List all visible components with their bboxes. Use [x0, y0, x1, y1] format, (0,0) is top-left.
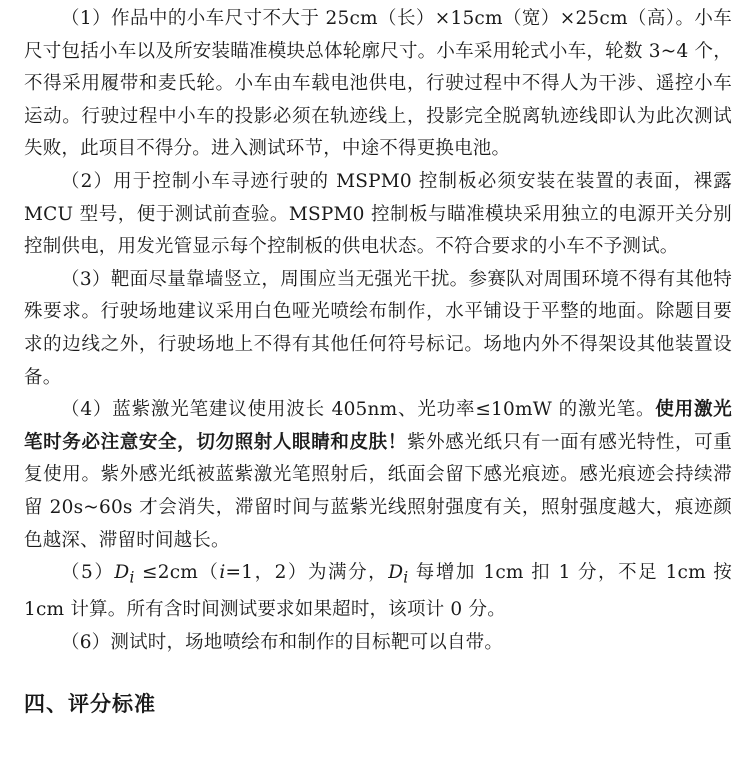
rule-paragraph-6: （6）测试时，场地喷绘布和制作的目标靶可以自带。	[61, 631, 504, 653]
paragraph-5-part-a: ≤2cm（	[134, 562, 220, 584]
rule-paragraph-1: （1）作品中的小车尺寸不大于 25cm（长）×15cm（宽）×25cm（高）。小车尺寸包括小车以及所安装瞄准模块总体轮廓尺寸。小车采用轮式小车，轮数 3~4 个，不得采用履带和麦氏轮。小车由车载电池供电，行驶过程中不得人为干涉、遥控小车运动。行驶过程中小车的投影必须在轨迹线上，投影完全脱离轨迹线即认为此次测试失败，此项目不得分。进入测试环节，中途不得更换电池。	[24, 8, 732, 160]
d-symbol: D	[114, 562, 130, 584]
d-subscript-2: i	[403, 568, 409, 587]
uv-paper-text: 紫外感光纸只有一面有感光特性，可重复使用。紫外感光纸被蓝紫激光笔照射后，纸面会留下感光痕迹。感光痕迹会持续滞留 20s~60s 才会消失，滞留时间与蓝紫光线照射强度有关，照射强度越大，痕迹颜色越深、滞留时间越长。	[24, 431, 732, 551]
rule-paragraph-2: （2）用于控制小车寻迹行驶的 MSPM0 控制板必须安装在装置的表面，裸露 MCU 型号，便于测试前查验。MSPM0 控制板与瞄准模块采用独立的电源开关分别控制供电，用发光管显示每个控制板的供电状态。不符合要求的小车不予测试。	[24, 170, 732, 258]
paragraph-5-prefix: （5）	[61, 562, 115, 584]
rule-paragraph-3: （3）靶面尽量靠墙竖立，周围应当无强光干扰。参赛队对周围环境不得有其他特殊要求。行驶场地建议采用白色哑光喷绘布制作，水平铺设于平整的地面。除题目要求的边线之外，行驶场地上不得有其他任何符号标记。场地内外不得架设其他装置设备。	[24, 268, 732, 388]
rule-paragraph-5	[24, 557, 732, 627]
i-variable: i	[219, 562, 226, 584]
paragraph-5-part-c: 每增加 1cm 扣 1 分，不足 1cm 按 1cm 计算。所有含时间测试要求如果超时，该项计 0 分。	[24, 562, 732, 621]
d-subscript: i	[129, 568, 135, 587]
section-heading: 四、评分标准	[24, 691, 156, 716]
d-symbol-2: D	[388, 562, 404, 584]
safety-warning-text: 使用激光笔时务必注意安全，切勿照射人眼睛和皮肤！	[24, 399, 732, 453]
laser-spec-text: （4）蓝紫激光笔建议使用波长 405nm、光功率≤10mW 的激光笔。	[61, 399, 656, 421]
paragraph-5-part-b: =1，2）为满分，	[225, 562, 389, 584]
rule-paragraph-4	[24, 394, 732, 557]
